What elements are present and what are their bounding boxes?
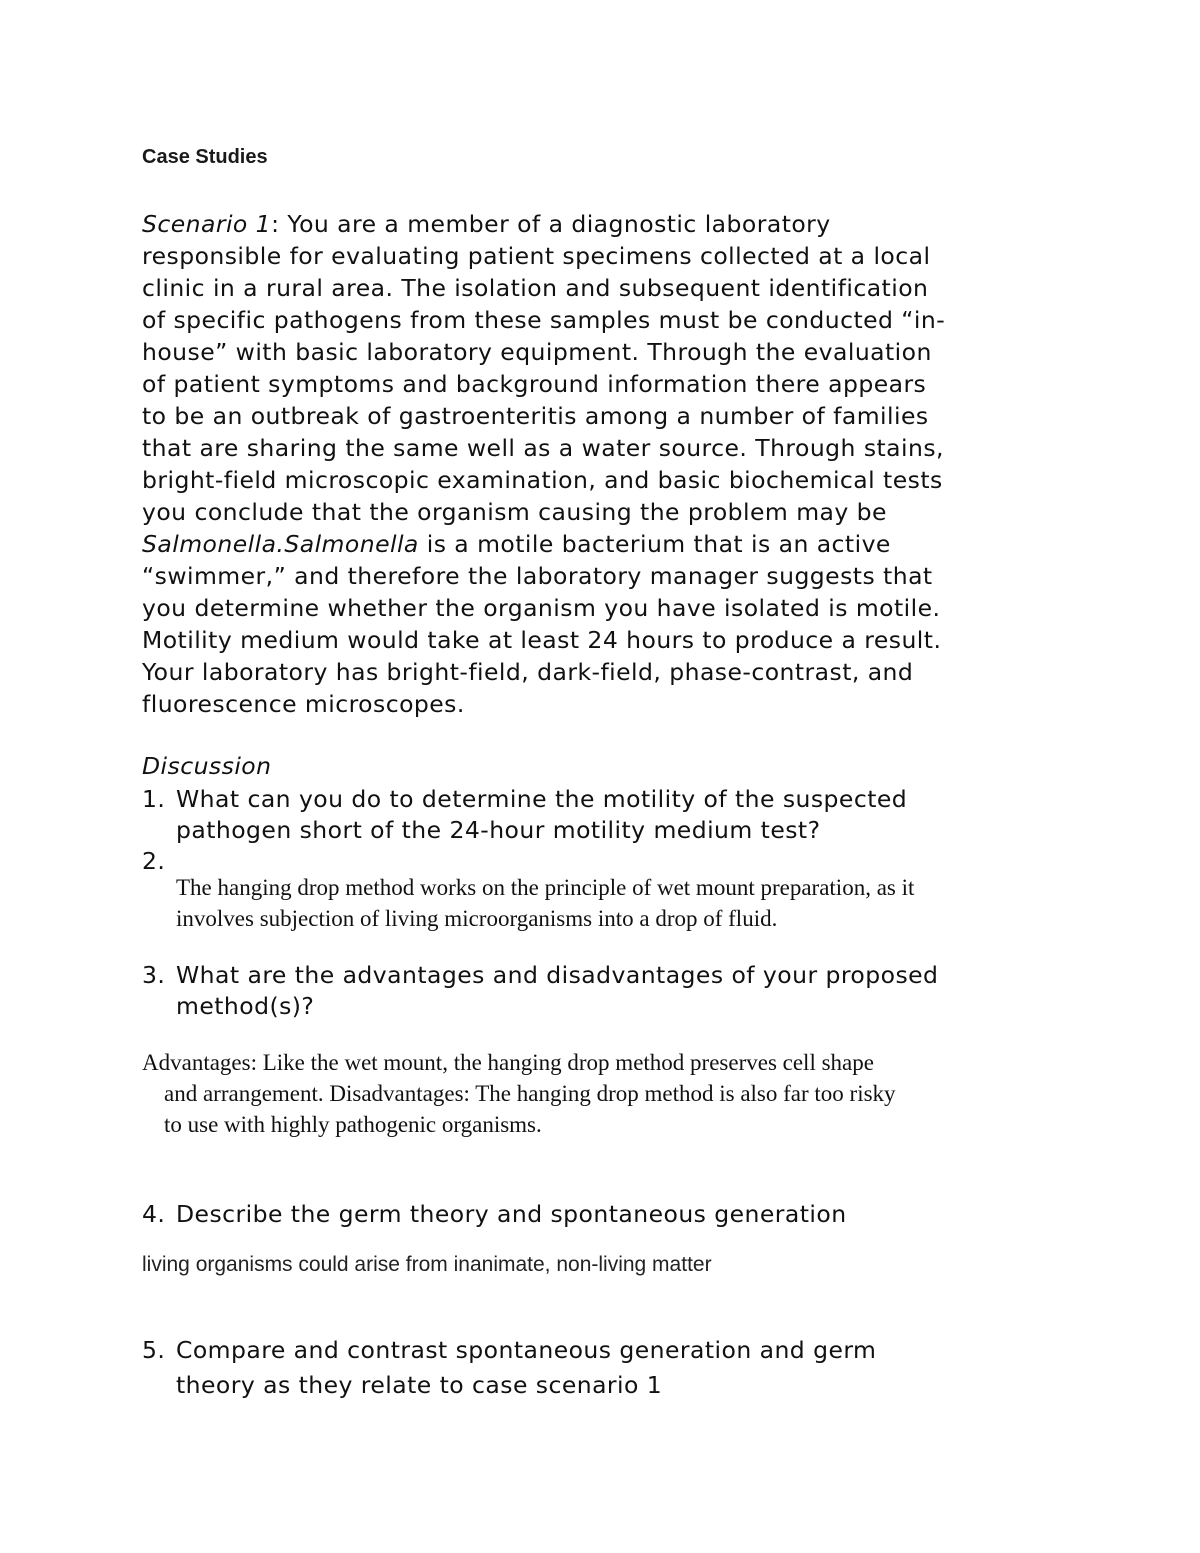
answer-2 bbox=[176, 872, 914, 934]
scenario-line: clinic in a rural area. The isolation and subsequent identification bbox=[142, 274, 929, 302]
scenario-line: to be an outbreak of gastroenteritis among a number of families bbox=[142, 402, 929, 430]
question-text: Describe the germ theory and spontaneous generation bbox=[176, 1200, 847, 1228]
scenario-line: Salmonella.Salmonella is a motile bacterium that is an active bbox=[142, 530, 891, 558]
organism-name: Salmonella bbox=[284, 530, 419, 558]
answer-line: The hanging drop method works on the principle of wet mount preparation, as it bbox=[176, 875, 915, 900]
question-5 bbox=[142, 1335, 876, 1401]
question-text: theory as they relate to case scenario 1 bbox=[176, 1371, 663, 1399]
question-2 bbox=[142, 846, 176, 877]
scenario-line: of patient symptoms and background information there appears bbox=[142, 370, 927, 398]
answer-line: and arrangement. Disadvantages: The hanging drop method is also far too risky bbox=[164, 1081, 896, 1106]
answer-3 bbox=[142, 1047, 896, 1140]
scenario-line: house” with basic laboratory equipment. Through the evaluation bbox=[142, 338, 932, 366]
scenario-line: Motility medium would take at least 24 hours to produce a result. bbox=[142, 626, 942, 654]
scenario-paragraph bbox=[142, 208, 1072, 720]
discussion-label: Discussion bbox=[142, 752, 272, 780]
question-number: 3. bbox=[142, 961, 166, 989]
answer-4: living organisms could arise from inanimate, non-living matter bbox=[142, 1253, 712, 1276]
question-4 bbox=[142, 1199, 847, 1230]
scenario-line: of specific pathogens from these samples must be conducted “in- bbox=[142, 306, 946, 334]
question-number: 5. bbox=[142, 1336, 166, 1364]
answer-line: involves subjection of living microorganisms into a drop of fluid. bbox=[176, 906, 778, 931]
question-3 bbox=[142, 960, 938, 1022]
question-number: 2. bbox=[142, 847, 166, 875]
organism-name: Salmonella. bbox=[142, 530, 285, 558]
scenario-line: “swimmer,” and therefore the laboratory manager suggests that bbox=[142, 562, 933, 590]
question-text: Compare and contrast spontaneous generation and germ bbox=[176, 1336, 877, 1364]
document-heading: Case Studies bbox=[142, 146, 268, 168]
scenario-line: Scenario 1: You are a member of a diagnostic laboratory bbox=[142, 210, 831, 238]
scenario-line: Your laboratory has bright-field, dark-field, phase-contrast, and bbox=[142, 658, 914, 686]
scenario-line: you conclude that the organism causing the problem may be bbox=[142, 498, 887, 526]
question-text: What can you do to determine the motility of the suspected bbox=[176, 785, 908, 813]
question-text: pathogen short of the 24-hour motility medium test? bbox=[176, 816, 821, 844]
question-1 bbox=[142, 784, 907, 846]
scenario-line: that are sharing the same well as a water source. Through stains, bbox=[142, 434, 944, 462]
question-text: method(s)? bbox=[176, 992, 315, 1020]
scenario-line: bright-field microscopic examination, and basic biochemical tests bbox=[142, 466, 943, 494]
scenario-line: responsible for evaluating patient specimens collected at a local bbox=[142, 242, 931, 270]
answer-line: to use with highly pathogenic organisms. bbox=[164, 1112, 542, 1137]
scenario-label: Scenario 1 bbox=[142, 210, 272, 238]
question-number: 4. bbox=[142, 1200, 166, 1228]
answer-line: Advantages: Like the wet mount, the hanging drop method preserves cell shape bbox=[142, 1050, 874, 1075]
scenario-line: fluorescence microscopes. bbox=[142, 690, 465, 718]
question-text: What are the advantages and disadvantages of your proposed bbox=[176, 961, 939, 989]
scenario-line: you determine whether the organism you have isolated is motile. bbox=[142, 594, 941, 622]
question-number: 1. bbox=[142, 785, 166, 813]
